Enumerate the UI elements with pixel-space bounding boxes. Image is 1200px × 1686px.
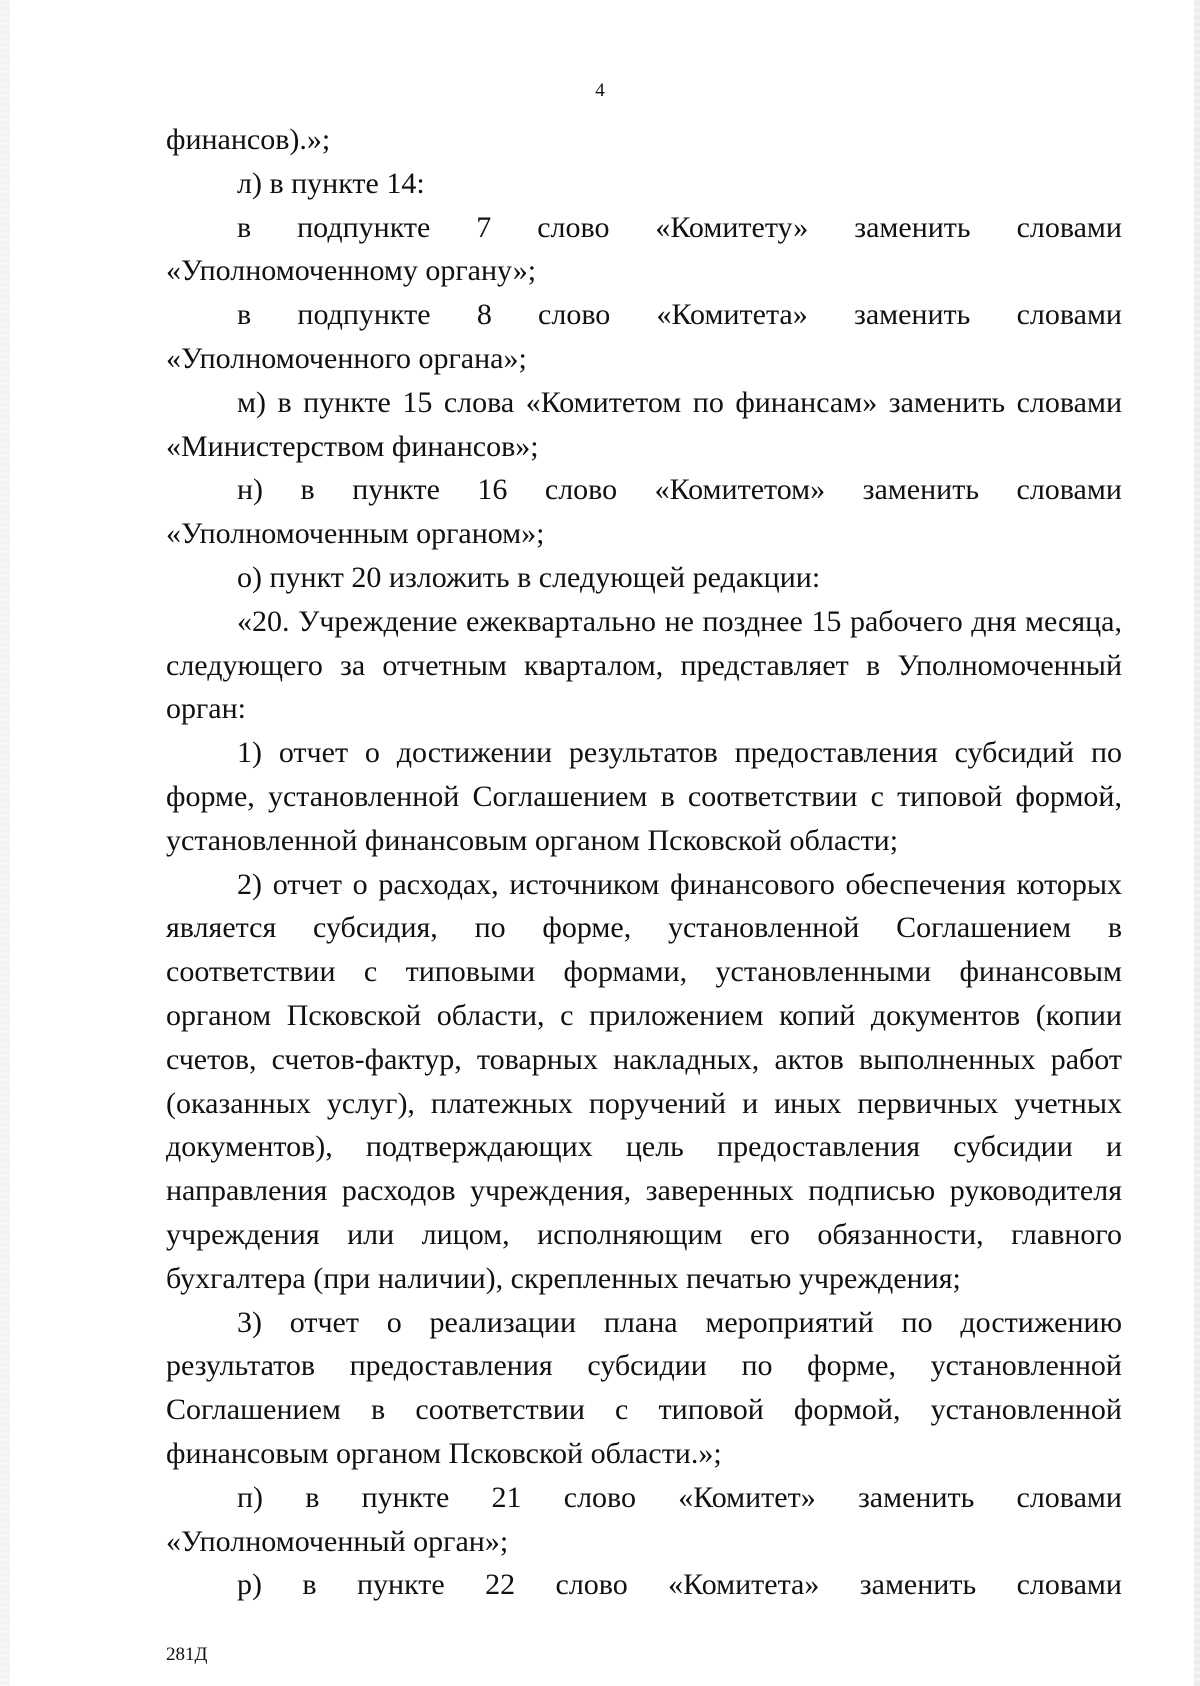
paragraph-spread-line: [237, 1563, 1122, 1607]
word: «Комитета»: [656, 298, 808, 332]
paragraph-line: «Уполномоченным органом»;: [166, 517, 545, 551]
word: подпункте: [297, 210, 431, 244]
page-number: 4: [595, 80, 605, 101]
word: 8: [476, 298, 492, 332]
word: словами: [1016, 298, 1122, 332]
word: пункте: [361, 1480, 450, 1514]
paragraph-spread-line: [237, 468, 1122, 512]
paragraph-spread-line: [237, 206, 1122, 250]
paragraph-line: «Уполномоченного органа»;: [166, 341, 527, 375]
word: слово: [563, 1480, 636, 1514]
word: «Комитета»: [668, 1568, 820, 1602]
paragraph-point-20: «20. Учреждение ежеквартально не позднее 15 рабочего дня месяца, следующего за отчетным кварталом, представляет в Уполномоченный орган:: [166, 604, 1122, 726]
word: словами: [1016, 473, 1122, 507]
word: слово: [537, 210, 610, 244]
paragraph-line: «Уполномоченный орган»;: [166, 1524, 509, 1558]
scan-edge-left: [0, 0, 10, 1686]
word: слово: [538, 298, 611, 332]
word: пункте: [352, 473, 440, 507]
word: в: [237, 298, 252, 332]
word: заменить: [857, 1480, 975, 1514]
word: н): [237, 473, 264, 507]
word: в: [300, 473, 315, 507]
word: заменить: [859, 1568, 977, 1602]
paragraph-spread-line: [237, 293, 1122, 337]
word: 22: [485, 1568, 516, 1602]
word: «Комитету»: [655, 210, 809, 244]
paragraph-line: «Уполномоченному органу»;: [166, 254, 537, 288]
word: слово: [544, 473, 618, 507]
word: слово: [555, 1568, 628, 1602]
word: подпункте: [297, 298, 431, 332]
paragraph-subitem-3: 3) отчет о реализации плана мероприятий по достижению результатов предоставления субсидии по форме, установленной Соглашением в соответствии с типовой формой, установленной финансовым органом Псковской области.»;: [166, 1305, 1122, 1470]
word: словами: [1016, 210, 1122, 244]
word: 16: [477, 473, 508, 507]
word: «Комитет»: [678, 1480, 816, 1514]
word: заменить: [854, 210, 971, 244]
paragraph-item-o: о) пункт 20 изложить в следующей редакции:: [237, 560, 821, 594]
word: заменить: [862, 473, 980, 507]
word: заменить: [853, 298, 971, 332]
scan-edge-right: [1194, 0, 1200, 1686]
paragraph-subitem-2: 2) отчет о расходах, источником финансового обеспечения которых является субсидия, по форме, установленной Соглашением в соответствии с типовыми формами, установленными финансовым органом Псковской области, с приложением копий документов (копии счетов, счетов-фактур, товарных накладных, актов выполненных работ (оказанных услуг), платежных поручений и иных первичных учетных документов), подтверждающих цель предоставления субсидии и направления расходов учреждения, заверенных подписью руководителя учреждения или лицом, исполняющим его обязанности, главного бухгалтера (при наличии), скрепленных печатью учреждения;: [166, 867, 1122, 1295]
paragraph-subitem-1: 1) отчет о достижении результатов предоставления субсидий по форме, установленной Соглашением в соответствии с типовой формой, установленной финансовым органом Псковской области;: [166, 736, 1122, 857]
paragraph-spread-line: [237, 1476, 1122, 1520]
word: «Комитетом»: [654, 473, 826, 507]
paragraph-continuation: финансов).»;: [166, 123, 331, 156]
word: в: [237, 210, 252, 244]
word: р): [237, 1568, 262, 1602]
paragraph-item-m: м) в пункте 15 слова «Комитетом по финансам» заменить словами «Министерством финансов»;: [166, 385, 1122, 463]
word: словами: [1016, 1480, 1122, 1514]
word: словами: [1016, 1568, 1122, 1602]
word: в: [305, 1480, 320, 1514]
word: пункте: [356, 1568, 445, 1602]
word: 7: [476, 210, 492, 244]
word: в: [302, 1568, 317, 1602]
paragraph-item-l: л) в пункте 14:: [237, 166, 425, 200]
document-body: [166, 118, 1122, 1607]
word: 21: [491, 1480, 522, 1514]
word: п): [237, 1480, 264, 1514]
footer-document-code: 281Д: [166, 1644, 208, 1665]
